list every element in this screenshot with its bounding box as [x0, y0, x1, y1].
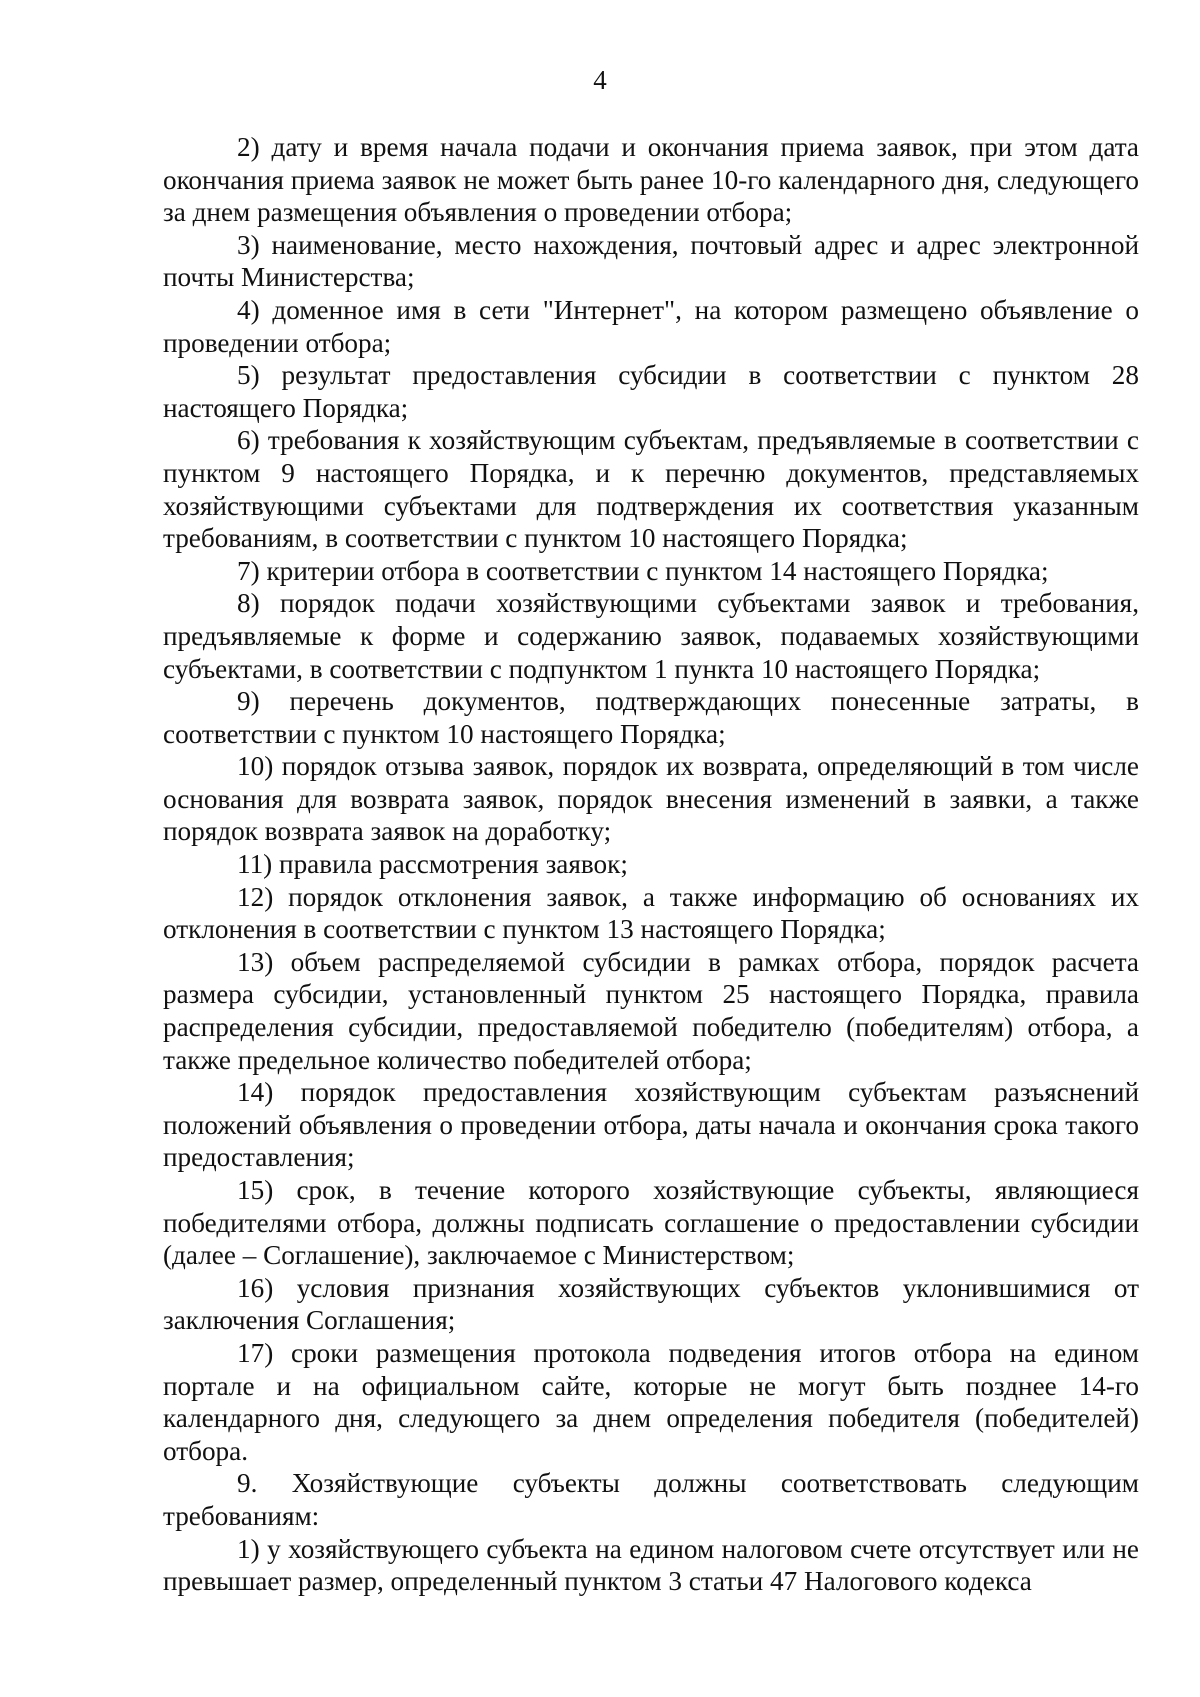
- paragraph-item-12: 12) порядок отклонения заявок, а также информацию об основаниях их отклонения в соответствии с пунктом 13 настоящего Порядка;: [163, 881, 1139, 945]
- section-9-heading: 9. Хозяйствующие субъекты должны соответствовать следующим требованиям:: [163, 1468, 1139, 1531]
- paragraph-item-17: 17) сроки размещения протокола подведения итогов отбора на едином портале и на официальном сайте, которые не могут быть позднее 14-го календарного дня, следующего за днем определения победителя (победителей) отбора.: [163, 1337, 1139, 1466]
- paragraph-item-14: 14) порядок предоставления хозяйствующим субъектам разъяснений положений объявления о проведении отбора, даты начала и окончания срока такого предоставления;: [163, 1077, 1139, 1173]
- paragraph-item-15: 15) срок, в течение которого хозяйствующие субъекты, являющиеся победителями отбора, должны подписать соглашение о предоставлении субсидии (далее – Соглашение), заключаемое с Министерством;: [163, 1175, 1139, 1271]
- document-body: [163, 131, 1139, 1598]
- page-number: 4: [593, 65, 607, 95]
- paragraph-item-4: 4) доменное имя в сети "Интернет", на котором размещено объявление о проведении отбора;: [163, 294, 1139, 358]
- paragraph-item-9: 9) перечень документов, подтверждающих понесенные затраты, в соответствии с пунктом 10 настоящего Порядка;: [163, 686, 1139, 749]
- paragraph-item-13: 13) объем распределяемой субсидии в рамках отбора, порядок расчета размера субсидии, установленный пунктом 25 настоящего Порядка, правила распределения субсидии, предоставляемой победителю (победителям) отбора, а также предельное количество победителей отбора;: [163, 946, 1139, 1075]
- paragraph-item-7: 7) критерии отбора в соответствии с пунктом 14 настоящего Порядка;: [237, 555, 1049, 586]
- paragraph-item-5: 5) результат предоставления субсидии в соответствии с пунктом 28 настоящего Порядка;: [163, 360, 1139, 423]
- paragraph-item-3: 3) наименование, место нахождения, почтовый адрес и адрес электронной почты Министерства;: [163, 229, 1139, 293]
- paragraph-item-10: 10) порядок отзыва заявок, порядок их возврата, определяющий в том числе основания для возврата заявок, порядок внесения изменений в заявки, а также порядок возврата заявок на доработку;: [163, 751, 1139, 847]
- paragraph-item-16: 16) условия признания хозяйствующих субъектов уклонившимися от заключения Соглашения;: [163, 1272, 1139, 1336]
- paragraph-item-2: 2) дату и время начала подачи и окончания приема заявок, при этом дата окончания приема заявок не может быть ранее 10-го календарного дня, следующего за днем размещения объявления о проведении отбора;: [163, 132, 1139, 228]
- paragraph-item-8: 8) порядок подачи хозяйствующими субъектами заявок и требования, предъявляемые к форме и содержанию заявок, подаваемых хозяйствующими субъектами, в соответствии с подпунктом 1 пункта 10 настоящего Порядка;: [163, 588, 1139, 684]
- paragraph-item-6: 6) требования к хозяйствующим субъектам, предъявляемые в соответствии с пунктом 9 настоящего Порядка, и к перечню документов, представляемых хозяйствующими субъектами для подтверждения их соответствия указанным требованиям, в соответствии с пунктом 10 настоящего Порядка;: [163, 425, 1139, 554]
- paragraph-item-11: 11) правила рассмотрения заявок;: [237, 849, 628, 880]
- requirement-item-1: 1) у хозяйствующего субъекта на едином налоговом счете отсутствует или не превышает размер, определенный пунктом 3 статьи 47 Налогового кодекса: [163, 1533, 1139, 1597]
